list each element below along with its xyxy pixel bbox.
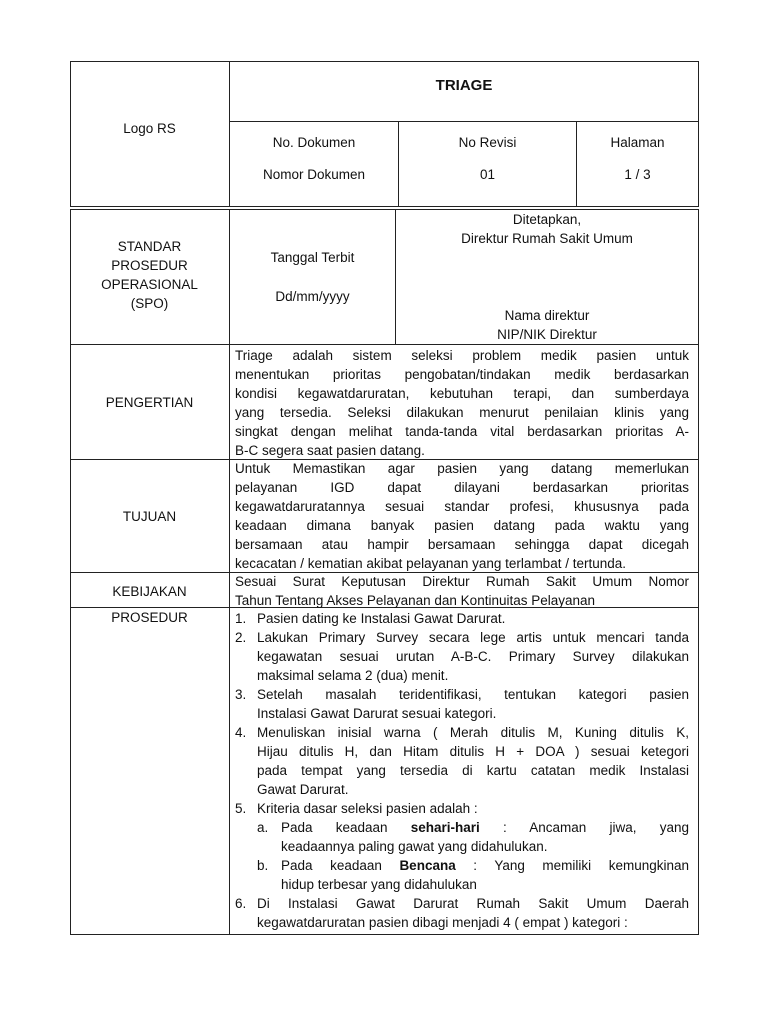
procedure-substep: a. Pada keadaan sehari-hari : Ancaman jiwa, yang keadaannya paling gawat yang didahulukan. xyxy=(257,820,689,854)
section-label-tujuan: TUJUAN xyxy=(122,509,177,524)
procedure-step: 6. Di Instalasi Gawat Darurat Rumah Sakit Umum Daerah kegawatdaruratan pasien dibagi menjadi 4 ( empat ) kategori : xyxy=(235,896,689,930)
procedure-step: 2. Lakukan Primary Survey secara lege artis untuk mencari tanda kegawatan sesuai urutan A-B-C. Primary Survey dilakukan maksimal selama 2 (dua) menit. xyxy=(235,630,689,683)
section-text-kebijakan: Sesuai Surat Keputusan Direktur Rumah Sakit Umum Nomor Tahun Tentang Akses Pelayanan dan Kontinuitas Pelayanan xyxy=(235,574,689,608)
doc-number-label: No. Dokumen xyxy=(272,135,356,150)
procedure-step: 5. Kriteria dasar seleksi pasien adalah : a. Pada keadaan sehari-hari : Ancaman jiwa, yang keadaannya paling gawat yang didahulukan. b. Pada keadaan Bencana : Yang memiliki kemungkinan hidup terbesar yang didahulukan xyxy=(235,801,689,892)
page-value: 1 / 3 xyxy=(624,167,651,182)
section-label-kebijakan: KEBIJAKAN xyxy=(112,584,187,599)
director-name: Nama direktur xyxy=(504,308,590,323)
section-text-tujuan: Untuk Memastikan agar pasien yang datang memerlukan pelayanan IGD dapat dilayani berdasarkan prioritas kegawatdaruratannya sesuai standar profesi, khususnya pada keadaan dimana banyak pasien datang pada waktu yang bersamaan atau hampir bersamaan sehingga dapat dicegah kecacatan / kematian akibat pelayanan yang terlambat / tertunda. xyxy=(235,461,689,571)
procedure-step: 3. Setelah masalah teridentifikasi, tentukan kategori pasien Instalasi Gawat Darurat sesuai kategori. xyxy=(235,687,689,721)
procedure-step: 4. Menuliskan inisial warna ( Merah ditulis M, Kuning ditulis K, Hijau ditulis H, dan Hitam ditulis H + DOA ) sesuai ketegori pada tempat yang tersedia di kartu catatan medik Instalasi Gawat Darurat. xyxy=(235,725,689,797)
procedure-step: 1. Pasien dating ke Instalasi Gawat Darurat. xyxy=(235,611,506,626)
document-title: TRIAGE xyxy=(435,77,493,94)
approval-label: Ditetapkan, xyxy=(512,212,582,227)
logo-placeholder: Logo RS xyxy=(123,121,176,136)
page-label: Halaman xyxy=(610,135,665,150)
revision-label: No Revisi xyxy=(458,135,517,150)
issue-date-label: Tanggal Terbit xyxy=(270,250,355,265)
approver-title: Direktur Rumah Sakit Umum xyxy=(461,231,633,246)
procedure-substep: b. Pada keadaan Bencana : Yang memiliki kemungkinan hidup terbesar yang didahulukan xyxy=(257,858,689,892)
director-id: NIP/NIK Direktur xyxy=(497,327,597,342)
procedure-list xyxy=(235,609,689,932)
section-label-pengertian: PENGERTIAN xyxy=(105,395,194,410)
issue-date-value: Dd/mm/yyyy xyxy=(275,289,350,304)
revision-value: 01 xyxy=(479,167,496,182)
doc-number-value: Nomor Dokumen xyxy=(262,167,366,182)
spo-label: STANDAR PROSEDUR OPERASIONAL (SPO) xyxy=(101,239,198,311)
section-label-prosedur: PROSEDUR xyxy=(111,610,188,625)
section-text-pengertian: Triage adalah sistem seleksi problem medik pasien untuk menentukan prioritas pengobatan/tindakan medik berdasarkan kondisi kegawatdaruratan, kebutuhan terapi, dan sumberdaya yang tersedia. Seleksi dilakukan menurut penilaian klinis yang singkat dengan melihat tanda-tanda vital berdasarkan prioritas A- B-C segera saat pasien datang. xyxy=(235,348,689,458)
